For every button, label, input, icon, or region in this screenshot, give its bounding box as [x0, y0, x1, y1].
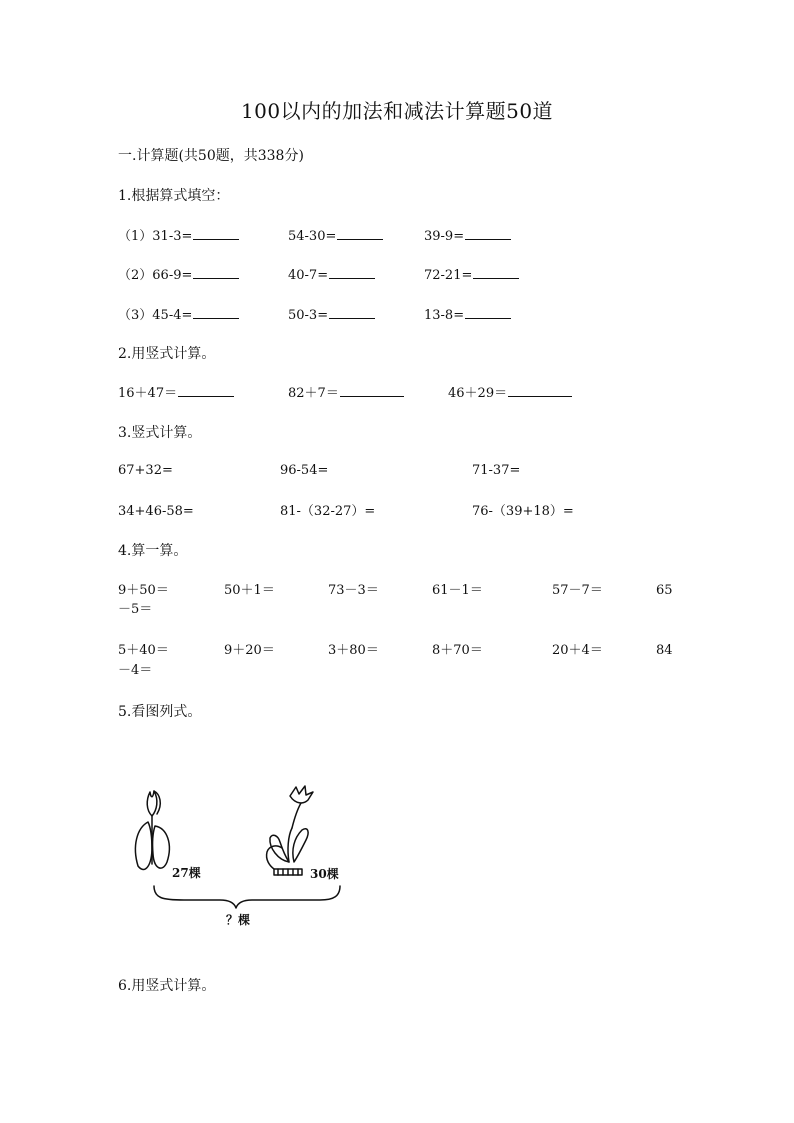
tulip-icon	[135, 791, 169, 869]
q3-expression: 96-54=	[280, 463, 329, 478]
q4-expression: 57－7＝	[552, 583, 603, 598]
q2-item	[118, 387, 234, 400]
q1-item	[118, 269, 239, 282]
q1-item	[118, 230, 239, 243]
q1-item	[288, 309, 375, 322]
q1-item	[424, 230, 511, 243]
question-3-heading: 3.竖式计算。	[118, 425, 202, 441]
q1-expression: 40-7=	[288, 268, 329, 283]
q1-expression: （2）66-9=	[118, 268, 193, 283]
answer-blank[interactable]	[340, 395, 404, 397]
q1-expression: 13-8=	[424, 308, 465, 323]
flower-plant-icon	[267, 786, 313, 875]
q1-expression: （3）45-4=	[118, 308, 193, 323]
q1-expression: （1）31-3=	[118, 229, 193, 244]
q3-expression: 34+46-58=	[118, 504, 194, 519]
q4-expression: 5＋40＝	[118, 643, 169, 658]
q1-item	[118, 309, 239, 322]
section-heading: 一.计算题(共50题，共338分)	[118, 148, 304, 164]
q4-expression: 20＋4＝	[552, 643, 603, 658]
q4-expression: 73－3＝	[328, 583, 379, 598]
answer-blank[interactable]	[329, 317, 375, 319]
answer-blank[interactable]	[465, 238, 511, 240]
answer-blank[interactable]	[465, 317, 511, 319]
tulip-plant-figure	[124, 778, 354, 938]
q4-expression-start: 84	[656, 643, 673, 658]
question-4-heading: 4.算一算。	[118, 543, 188, 559]
q4-expression: 9＋50＝	[118, 583, 169, 598]
q4-expression-start: 65	[656, 583, 673, 598]
question-6-heading: 6.用竖式计算。	[118, 978, 216, 994]
q3-expression: 71-37=	[472, 463, 521, 478]
right-count-label: 30棵	[310, 867, 339, 881]
answer-blank[interactable]	[337, 238, 383, 240]
answer-blank[interactable]	[193, 317, 239, 319]
q2-expression: 16＋47＝	[118, 386, 178, 401]
q4-expression-wrap: －5＝	[118, 602, 153, 617]
q4-expression: 8＋70＝	[432, 643, 483, 658]
q1-expression: 54-30=	[288, 229, 337, 244]
answer-blank[interactable]	[508, 395, 572, 397]
question-5-heading: 5.看图列式。	[118, 704, 202, 720]
q2-item	[448, 387, 572, 400]
q1-expression: 50-3=	[288, 308, 329, 323]
q4-expression-wrap: －4＝	[118, 663, 153, 678]
q1-item	[424, 309, 511, 322]
q3-expression: 76-（39+18）=	[472, 504, 574, 519]
answer-blank[interactable]	[329, 277, 375, 279]
answer-blank[interactable]	[178, 395, 234, 397]
question-1-heading: 1.根据算式填空：	[118, 188, 230, 204]
q1-expression: 39-9=	[424, 229, 465, 244]
q2-expression: 82＋7＝	[288, 386, 339, 401]
q2-item	[288, 387, 404, 400]
q1-item	[424, 269, 519, 282]
q2-expression: 46＋29＝	[448, 386, 508, 401]
answer-blank[interactable]	[193, 277, 239, 279]
q1-expression: 72-21=	[424, 268, 473, 283]
answer-blank[interactable]	[473, 277, 519, 279]
q3-expression: 67+32=	[118, 463, 173, 478]
q3-expression: 81-（32-27）=	[280, 504, 376, 519]
q4-expression: 9＋20＝	[224, 643, 275, 658]
q1-item	[288, 230, 383, 243]
q4-expression: 61－1＝	[432, 583, 483, 598]
q4-expression: 3＋80＝	[328, 643, 379, 658]
total-question-label: ？棵	[226, 913, 251, 927]
answer-blank[interactable]	[193, 238, 239, 240]
q1-item	[288, 269, 375, 282]
total-bracket	[154, 886, 340, 908]
question-2-heading: 2.用竖式计算。	[118, 346, 216, 362]
q4-expression: 50＋1＝	[224, 583, 275, 598]
page-title: 100以内的加法和减法计算题50道	[240, 99, 554, 123]
left-count-label: 27棵	[172, 866, 201, 880]
